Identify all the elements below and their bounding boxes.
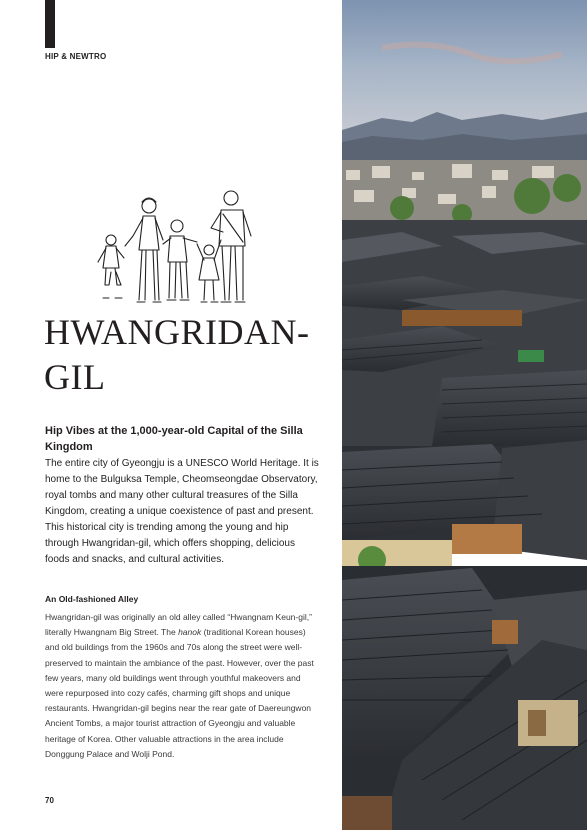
- body-paragraph: [45, 610, 321, 762]
- section-label: HIP & NEWTRO: [45, 52, 107, 61]
- section-tab-bar: [45, 0, 55, 48]
- intro-paragraph: The entire city of Gyeongju is a UNESCO World Heritage. It is home to the Bulguksa Temple, Cheomseongdae Observatory, royal tombs and many other cultural treasures of the Silla Kingdom, creating a unique coexistence of past and present. This historical city is trending among the young and hip through Hwangridan-gil, which offers shopping, delicious foods and snacks, and cultural activities.: [45, 458, 319, 565]
- page-title: HWANGRIDAN-GIL: [44, 312, 310, 397]
- body-text-part: (traditional Korean houses) and old buildings from the 1960s and 70s along the street were well-preserved to maintain the ambiance of the past. However, over the past few years, many old buildings went through youthful makeovers and were repurposed into cozy cafés, charming gift shops and unique restaurants. Hwangridan-gil begins near the rear gate of Daereungwon Ancient Tombs, a major tourist attraction of Gyeongju and valuable heritage of Korea. Other valuable attractions in the area include Donggung Palace and Wolji Pond.: [45, 627, 314, 759]
- body-text-part: Hwangridan-gil was originally an old alley called “Hwangnam Keun-gil,” literally Hwangnam Big Street. The: [45, 612, 312, 638]
- subtitle: Hip Vibes at the 1,000-year-old Capital of the Silla Kingdom: [45, 425, 303, 453]
- hanok-rooftops-photo: [342, 0, 587, 830]
- page-number: 70: [45, 796, 54, 805]
- body-italic-term: hanok: [178, 627, 202, 638]
- family-walking-illustration: [93, 188, 255, 310]
- section-heading: An Old-fashioned Alley: [45, 594, 139, 604]
